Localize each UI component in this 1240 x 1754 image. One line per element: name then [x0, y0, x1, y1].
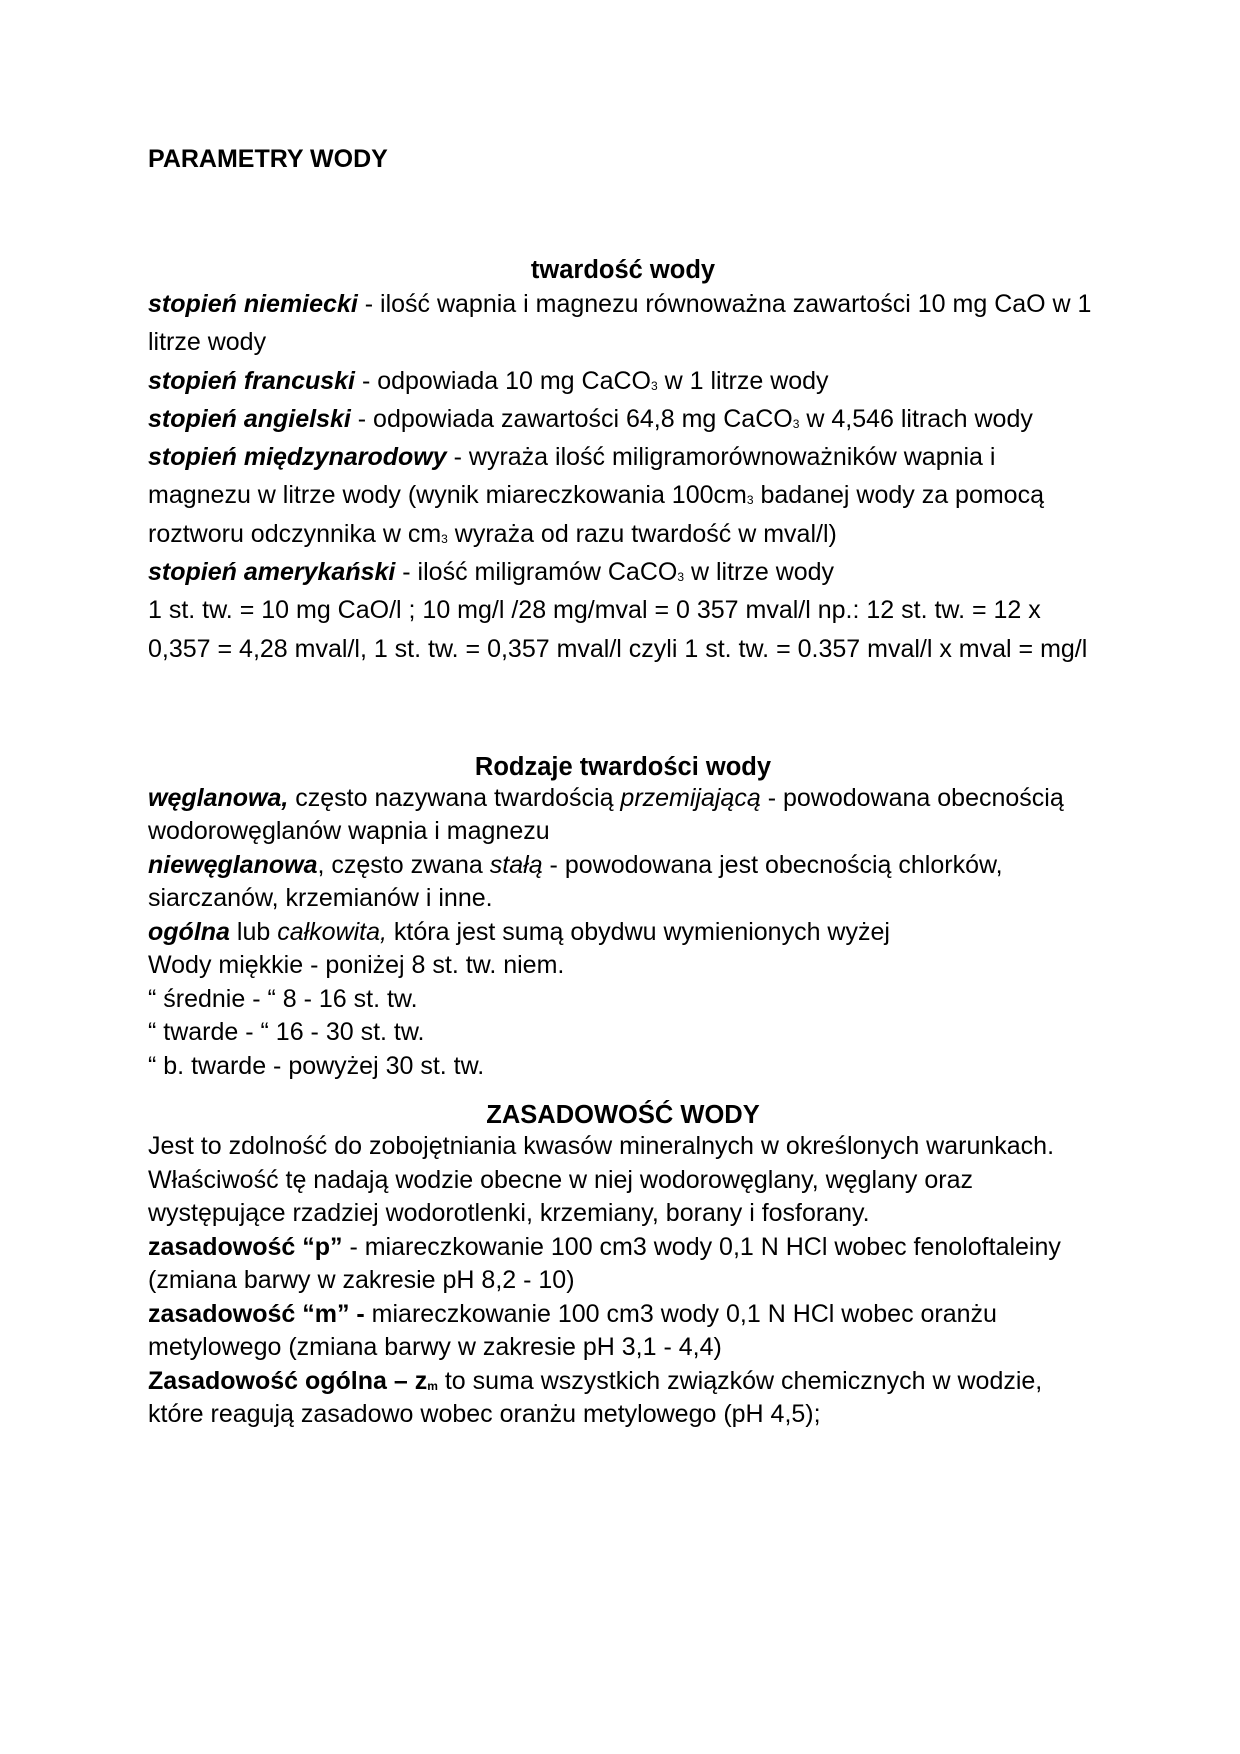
desc-international-degree: - wyraża ilość miligramorównoważników wapnia i magnezu w litrze wody (wynik miareczkowania 100cm [148, 443, 996, 510]
scale-soft: Wody miękkie - poniżej 8 st. tw. niem. [148, 951, 565, 980]
term-complete: całkowita, [277, 917, 387, 946]
term-permanent: stałą [489, 850, 543, 879]
def-carbonate [148, 782, 1098, 849]
def-alkalinity-p [148, 1231, 1098, 1298]
def-total [148, 916, 1098, 950]
subscript: 3 [441, 531, 448, 546]
def-french-degree [148, 362, 1098, 400]
desc-noncarbonate-tail: - powodowana jest obecnością chlorków, siarczanów, krzemianów i inne. [148, 850, 1003, 913]
subscript: 3 [650, 378, 658, 393]
scale-very-hard: “ b. twarde - powyżej 30 st. tw. [148, 1051, 485, 1080]
desc-alkalinity-total: to suma wszystkich związków chemicznych w wodzie, które reagują zasadowo wobec oranżu metylowego (pH 4,5); [148, 1366, 1043, 1429]
desc-alkalinity-m: miareczkowanie 100 cm3 wody 0,1 N HCl wobec oranżu metylowego (zmiana barwy w zakresie pH 3,1 - 4,4) [148, 1299, 997, 1362]
desc-american-degree: - ilość miligramów CaCO [395, 558, 678, 587]
term-english-degree: stopień angielski [148, 404, 351, 433]
term-french-degree: stopień francuski [148, 366, 355, 395]
term-alkalinity-p: zasadowość “p” [148, 1232, 343, 1261]
def-american-degree [148, 553, 1098, 591]
desc-alkalinity-p: - miareczkowanie 100 cm3 wody 0,1 N HCl wobec fenoloftaleiny (zmiana barwy w zakresie pH 8,2 - 10) [148, 1232, 1061, 1295]
term-total: ogólna [148, 917, 230, 946]
document-title: PARAMETRY WODY [148, 145, 388, 173]
term-german-degree: stopień niemiecki [148, 290, 358, 318]
subscript: 3 [792, 416, 800, 431]
def-noncarbonate [148, 849, 1098, 916]
desc-english-degree-tail: w 4,546 litrach wody [799, 404, 1033, 433]
term-alkalinity-m: zasadowość “m” - [148, 1299, 365, 1328]
desc-carbonate-tail: - powodowana obecnością wodorowęglanów wapnia i magnezu [148, 783, 1064, 846]
term-noncarbonate: niewęglanowa [148, 850, 318, 879]
desc-german-degree: - ilość wapnia i magnezu równoważna zawartości 10 mg CaO w 1 litrze wody [148, 290, 1092, 357]
scale-medium: “ średnie - “ 8 - 16 st. tw. [148, 984, 418, 1013]
subscript: 3 [677, 570, 685, 585]
term-international-degree: stopień międzynarodowy [148, 443, 447, 472]
desc-french-degree: - odpowiada 10 mg CaCO [355, 366, 651, 395]
alkalinity-intro: Jest to zdolność do zobojętniania kwasów mineralnych w określonych warunkach. Właściwość tę nadają wodzie obecne w niej wodorowęglany, węglany oraz występujące rzadziej wodorotlenki, krzemiany, borany i fosforany. [148, 1132, 1055, 1228]
term-american-degree: stopień amerykański [148, 558, 396, 587]
subscript: 3 [746, 493, 754, 508]
heading-hardness: twardość wody [530, 256, 716, 284]
desc-french-degree-tail: w 1 litrze wody [657, 366, 829, 395]
def-alkalinity-total [148, 1365, 1098, 1432]
desc-english-degree: - odpowiada zawartości 64,8 mg CaCO [350, 404, 793, 433]
alkalinity-section [148, 1130, 1098, 1432]
def-german-degree [148, 285, 1098, 362]
term-alkalinity-total: Zasadowość ogólna – z [148, 1366, 428, 1395]
desc-noncarbonate: , często zwana [317, 850, 490, 879]
term-temporary: przemijającą [620, 783, 761, 812]
desc-american-degree-tail: w litrze wody [684, 558, 835, 587]
hardness-types-section [148, 782, 1098, 1084]
term-carbonate: węglanowa, [148, 783, 289, 812]
conversion-text: 1 st. tw. = 10 mg CaO/l ; 10 mg/l /28 mg/mval = 0 357 mval/l np.: 12 st. tw. = 12 x 0,357 = 4,28 mval/l, 1 st. tw. = 0,357 mval/l czyli 1 st. tw. = 0.357 mval/l x mval = mg/l [148, 596, 1088, 663]
def-international-degree [148, 438, 1098, 553]
desc-total: która jest sumą obydwu wymienionych wyżej [386, 917, 890, 946]
subscript: m [427, 1378, 438, 1393]
conjunction: lub [229, 917, 278, 946]
hardness-section [148, 285, 1098, 668]
def-english-degree [148, 400, 1098, 438]
document-page [148, 143, 1098, 1723]
heading-hardness-types: Rodzaje twardości wody [474, 752, 772, 781]
desc-international-degree-mid: badanej wody za pomocą roztworu odczynnika w cm [148, 481, 1044, 548]
scale-hard: “ twarde - “ 16 - 30 st. tw. [148, 1018, 425, 1047]
heading-alkalinity: ZASADOWOŚĆ WODY [486, 1101, 760, 1130]
desc-international-degree-tail: wyraża od razu twardość w mval/l) [447, 519, 837, 548]
def-alkalinity-m [148, 1298, 1098, 1365]
desc-carbonate: często nazywana twardością [288, 783, 621, 812]
